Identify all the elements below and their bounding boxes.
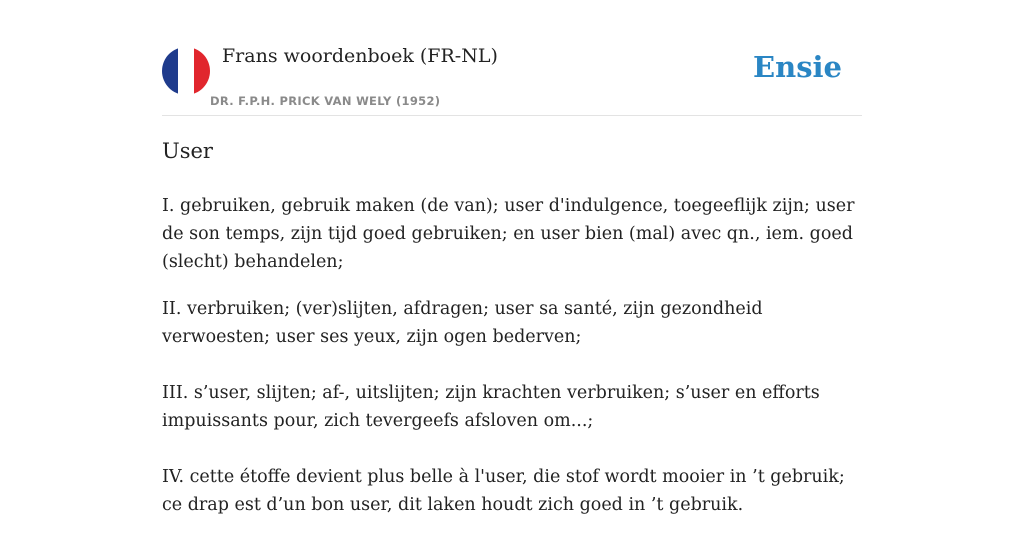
entry-definitions: [162, 192, 862, 538]
entry-headword: User: [162, 139, 213, 163]
dictionary-author: DR. F.P.H. PRICK VAN WELY (1952): [210, 94, 441, 108]
dictionary-card: [162, 0, 862, 515]
ensie-logo-link[interactable]: Ensie: [753, 50, 842, 84]
flag-stripe-blue: [162, 47, 178, 95]
definition-item: IV. cette étoffe devient plus belle à l'user, die stof wordt mooier in ’t gebruik; ce drap est d’un bon user, dit laken houdt zich goed in ’t gebruik.: [162, 467, 845, 515]
definition-item: I. gebruiken, gebruik maken (de van); user d'indulgence, toegeeflijk zijn; user de son temps, zijn tijd goed gebruiken; en user bien (mal) avec qn., iem. goed (slecht) behandelen;: [162, 196, 855, 272]
flag-stripe-white: [178, 47, 194, 95]
header-divider: [162, 115, 862, 116]
france-flag-icon: [162, 47, 210, 95]
definition-item: II. verbruiken; (ver)slijten, afdragen; user sa santé, zijn gezondheid verwoesten; user ses yeux, zijn ogen bederven;: [162, 299, 763, 347]
flag-stripe-red: [194, 47, 210, 95]
dictionary-title[interactable]: Frans woordenboek (FR-NL): [222, 45, 498, 67]
definition-item: III. s’user, slijten; af-, uitslijten; zijn krachten verbruiken; s’user en efforts impuissants pour, zich tevergeefs afsloven om...;: [162, 383, 820, 431]
